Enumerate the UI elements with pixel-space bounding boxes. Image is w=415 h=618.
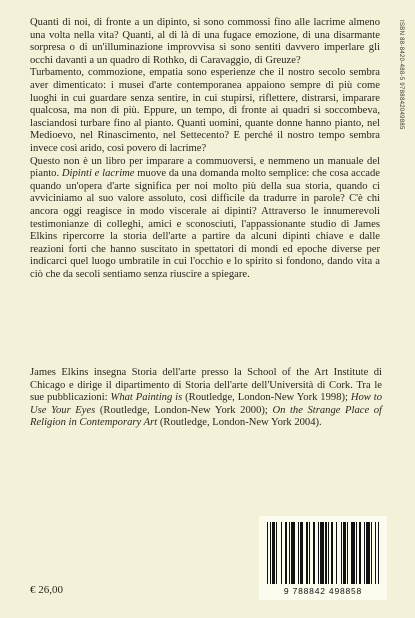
blurb-paragraph-1: Quanti di noi, di fronte a un dipinto, si sono commossi fino alle lacrime almeno una volta nella vita? Quanti, al di là di una fugace emozione, di una disarmante sorpresa o di un'illuminazione improvvisa si sono sentiti davvero imperlare gli occhi davanti a un quadro di Rothko, di Caravaggio, di Greuze? — [30, 17, 380, 66]
barcode-bars — [267, 522, 381, 584]
blurb-paragraph-3 — [30, 156, 380, 282]
blurb — [30, 17, 380, 281]
blurb-paragraph-3-start: Questo non è un libro per imparare a commuoversi, e nemmeno un manuale del pianto. — [30, 155, 380, 180]
blurb-paragraph-3-end: muove da una domanda molto semplice: che cosa accade quando un'opera d'arte significa per noi molto più della sua storia, quando ci avviciniamo al suo valore assoluto, così difficile da tradurre in parole? C'è chi ancora oggi reagisce in modo viscerale ai dipinti? Attraverso le innumerevoli testimonianze di colleghi, amici e sconosciuti, l'appassionante studio di James Elkins ripercorre la storia dell'arte a partire da alcuni dipinti chiave e dalle reazioni forti che hanno suscitato in spettatori di mondi ed epoche diverse per indicarci quel luogo umbratile in cui l'occhio e lo spirito si fondono, dando vita a ciò che da secoli sentiamo senza riuscire a spiegare. — [30, 168, 380, 280]
barcode-number: 9 788842 498858 — [283, 586, 363, 596]
bio-text-4: (Routledge, London-New York 2004). — [157, 417, 322, 429]
bio-text-2: (Routledge, London-New York 1998); — [182, 392, 351, 404]
book-title: Dipinti e lacrime — [61, 168, 135, 180]
bio-work-2: How to Use Your Eyes — [30, 392, 383, 416]
bio-text-3: (Routledge, London-New York 2000); — [95, 404, 273, 416]
bio-work-1: What Painting is — [110, 392, 183, 404]
price-label: € 26,00 — [30, 584, 63, 596]
blurb-paragraph-2: Turbamento, commozione, empatia sono esperienze che il nostro secolo sembra aver dimenticato: i musei d'arte contemporanea appaiono sempre di più come luoghi in cui guardare senza sentire, in cui stupirsi, riflettere, distrarsi, imparare qualcosa, ma non di più. Eppure, un tempo, di fronte ai quadri si soccombeva, lasciandosi turbare fino al pianto. Quanti uomini, quante donne hanno pianto, nel Medioevo, nel Rinascimento, nel Settecento? E perché il nostro tempo sembra invece così arido, così povero di lacrime? — [30, 67, 380, 154]
bio-text-1: James Elkins insegna Storia dell'arte presso la School of the Art Institute di Chicago e dirige il dipartimento di Storia dell'arte dell'Università di Cork. Tra le sue pubblicazioni: — [30, 367, 382, 404]
barcode — [259, 516, 387, 600]
bio-work-3: On the Strange Place of Religion in Contemporary Art — [30, 404, 382, 429]
author-bio — [30, 367, 382, 430]
isbn-side-text: ISBN 88-8420-488-5 9788842049885 — [398, 20, 404, 130]
